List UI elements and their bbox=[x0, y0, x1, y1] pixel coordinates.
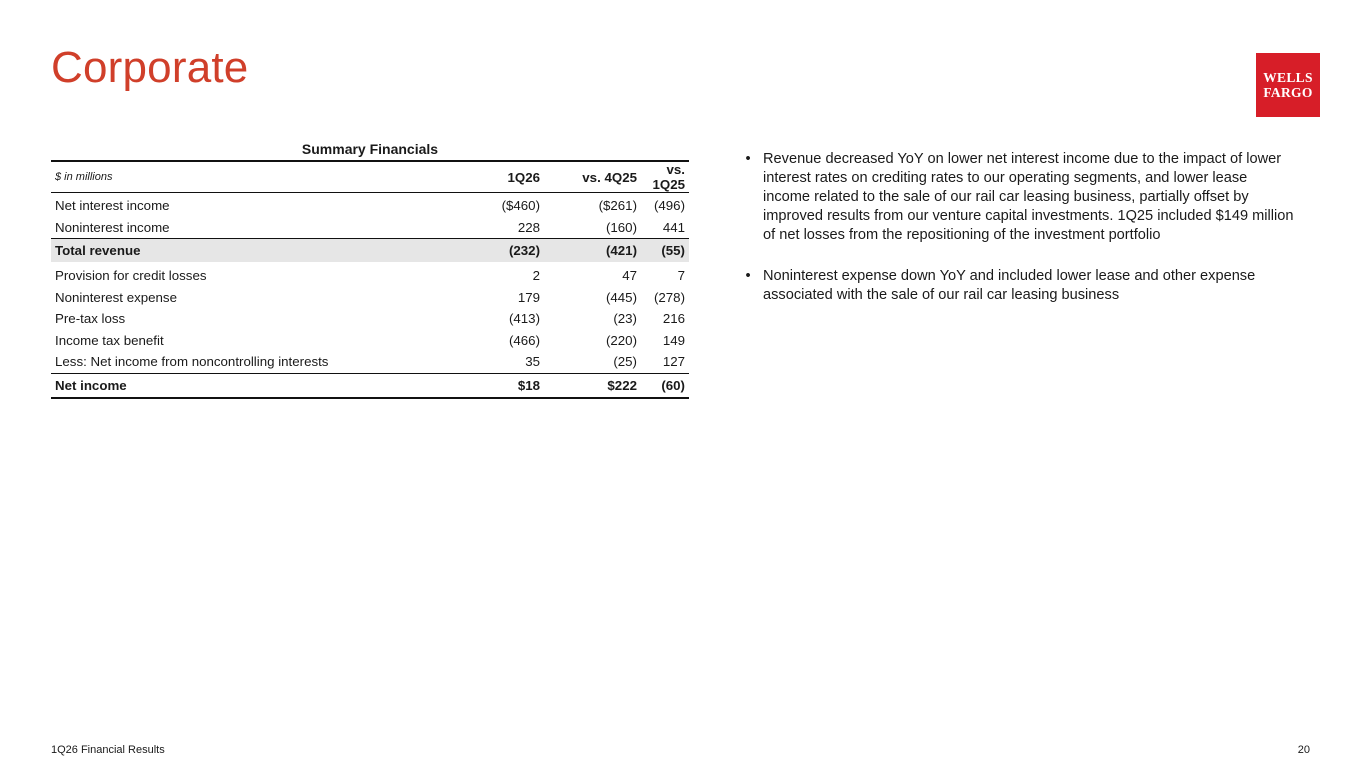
bullet-item bbox=[742, 267, 1294, 305]
row-label: Total revenue bbox=[55, 243, 141, 258]
page-title: Corporate bbox=[51, 43, 249, 92]
cell-value: (278) bbox=[653, 289, 685, 305]
cell-value: 47 bbox=[622, 268, 637, 284]
cell-value: 149 bbox=[662, 332, 685, 348]
row-label: Pre-tax loss bbox=[55, 311, 126, 327]
table-row-total-revenue bbox=[51, 239, 689, 263]
table-row bbox=[51, 262, 689, 287]
cell-value: (445) bbox=[605, 289, 637, 305]
cell-value: (220) bbox=[605, 332, 637, 348]
cell-value: (496) bbox=[653, 198, 685, 214]
row-label: Provision for credit losses bbox=[55, 268, 207, 284]
summary-financials bbox=[51, 141, 689, 399]
summary-financials-table bbox=[51, 160, 689, 399]
table-row bbox=[51, 193, 689, 217]
cell-value: (23) bbox=[613, 311, 637, 327]
table-row bbox=[51, 287, 689, 309]
column-header: vs. 4Q25 bbox=[582, 169, 637, 185]
page-number: 20 bbox=[1297, 744, 1310, 756]
cell-value: 35 bbox=[525, 354, 540, 370]
bullet-text: Revenue decreased YoY on lower net interest income due to the impact of lower interest rates on crediting rates to our operating segments, and lower lease income related to the sale of our rail car leasing business, partially offset by improved results from our venture capital investments. 1Q25 included $149 million of net losses from the repositioning of the investment portfolio bbox=[763, 151, 1294, 243]
row-label: Less: Net income from noncontrolling interests bbox=[55, 354, 329, 370]
bullet-icon: • bbox=[745, 268, 751, 284]
cell-value: 441 bbox=[662, 219, 685, 235]
cell-value: ($261) bbox=[598, 198, 637, 214]
row-label: Noninterest income bbox=[55, 219, 170, 235]
cell-value: 179 bbox=[517, 289, 540, 305]
cell-value: (232) bbox=[508, 243, 540, 258]
cell-value: 2 bbox=[532, 268, 540, 284]
table-row-net-income bbox=[51, 373, 689, 398]
logo-line-1: WELLS bbox=[1263, 70, 1313, 85]
table-row bbox=[51, 308, 689, 330]
commentary-bullets bbox=[742, 150, 1294, 327]
cell-value: 228 bbox=[517, 219, 540, 235]
cell-value: $222 bbox=[607, 377, 637, 393]
row-label: Net interest income bbox=[55, 198, 170, 214]
summary-financials-title: Summary Financials bbox=[301, 141, 439, 157]
table-row bbox=[51, 330, 689, 352]
logo-line-2: FARGO bbox=[1263, 85, 1313, 100]
table-header-row bbox=[51, 161, 689, 193]
cell-value: (421) bbox=[605, 243, 637, 258]
cell-value: $18 bbox=[517, 377, 540, 393]
cell-value: ($460) bbox=[501, 198, 540, 214]
cell-value: 216 bbox=[662, 311, 685, 327]
row-label: Income tax benefit bbox=[55, 332, 164, 348]
table-row bbox=[51, 217, 689, 239]
wells-fargo-logo bbox=[1256, 53, 1320, 117]
footer-label: 1Q26 Financial Results bbox=[51, 744, 165, 756]
cell-value: 7 bbox=[677, 268, 685, 284]
cell-value: 127 bbox=[662, 354, 685, 370]
row-label: Noninterest expense bbox=[55, 289, 177, 305]
bullet-item bbox=[742, 150, 1294, 245]
cell-value: (466) bbox=[508, 332, 540, 348]
cell-value: (55) bbox=[661, 243, 685, 258]
units-label: $ in millions bbox=[55, 171, 113, 183]
bullet-text: Noninterest expense down YoY and included lower lease and other expense associated with the sale of our rail car leasing business bbox=[763, 268, 1256, 303]
cell-value: (160) bbox=[605, 219, 637, 235]
row-label: Net income bbox=[55, 377, 127, 393]
cell-value: (25) bbox=[613, 354, 637, 370]
cell-value: (60) bbox=[661, 377, 685, 393]
column-header: vs. 1Q25 bbox=[652, 162, 685, 192]
table-row bbox=[51, 351, 689, 373]
bullet-icon: • bbox=[745, 151, 751, 167]
cell-value: (413) bbox=[508, 311, 540, 327]
column-header: 1Q26 bbox=[507, 169, 540, 185]
